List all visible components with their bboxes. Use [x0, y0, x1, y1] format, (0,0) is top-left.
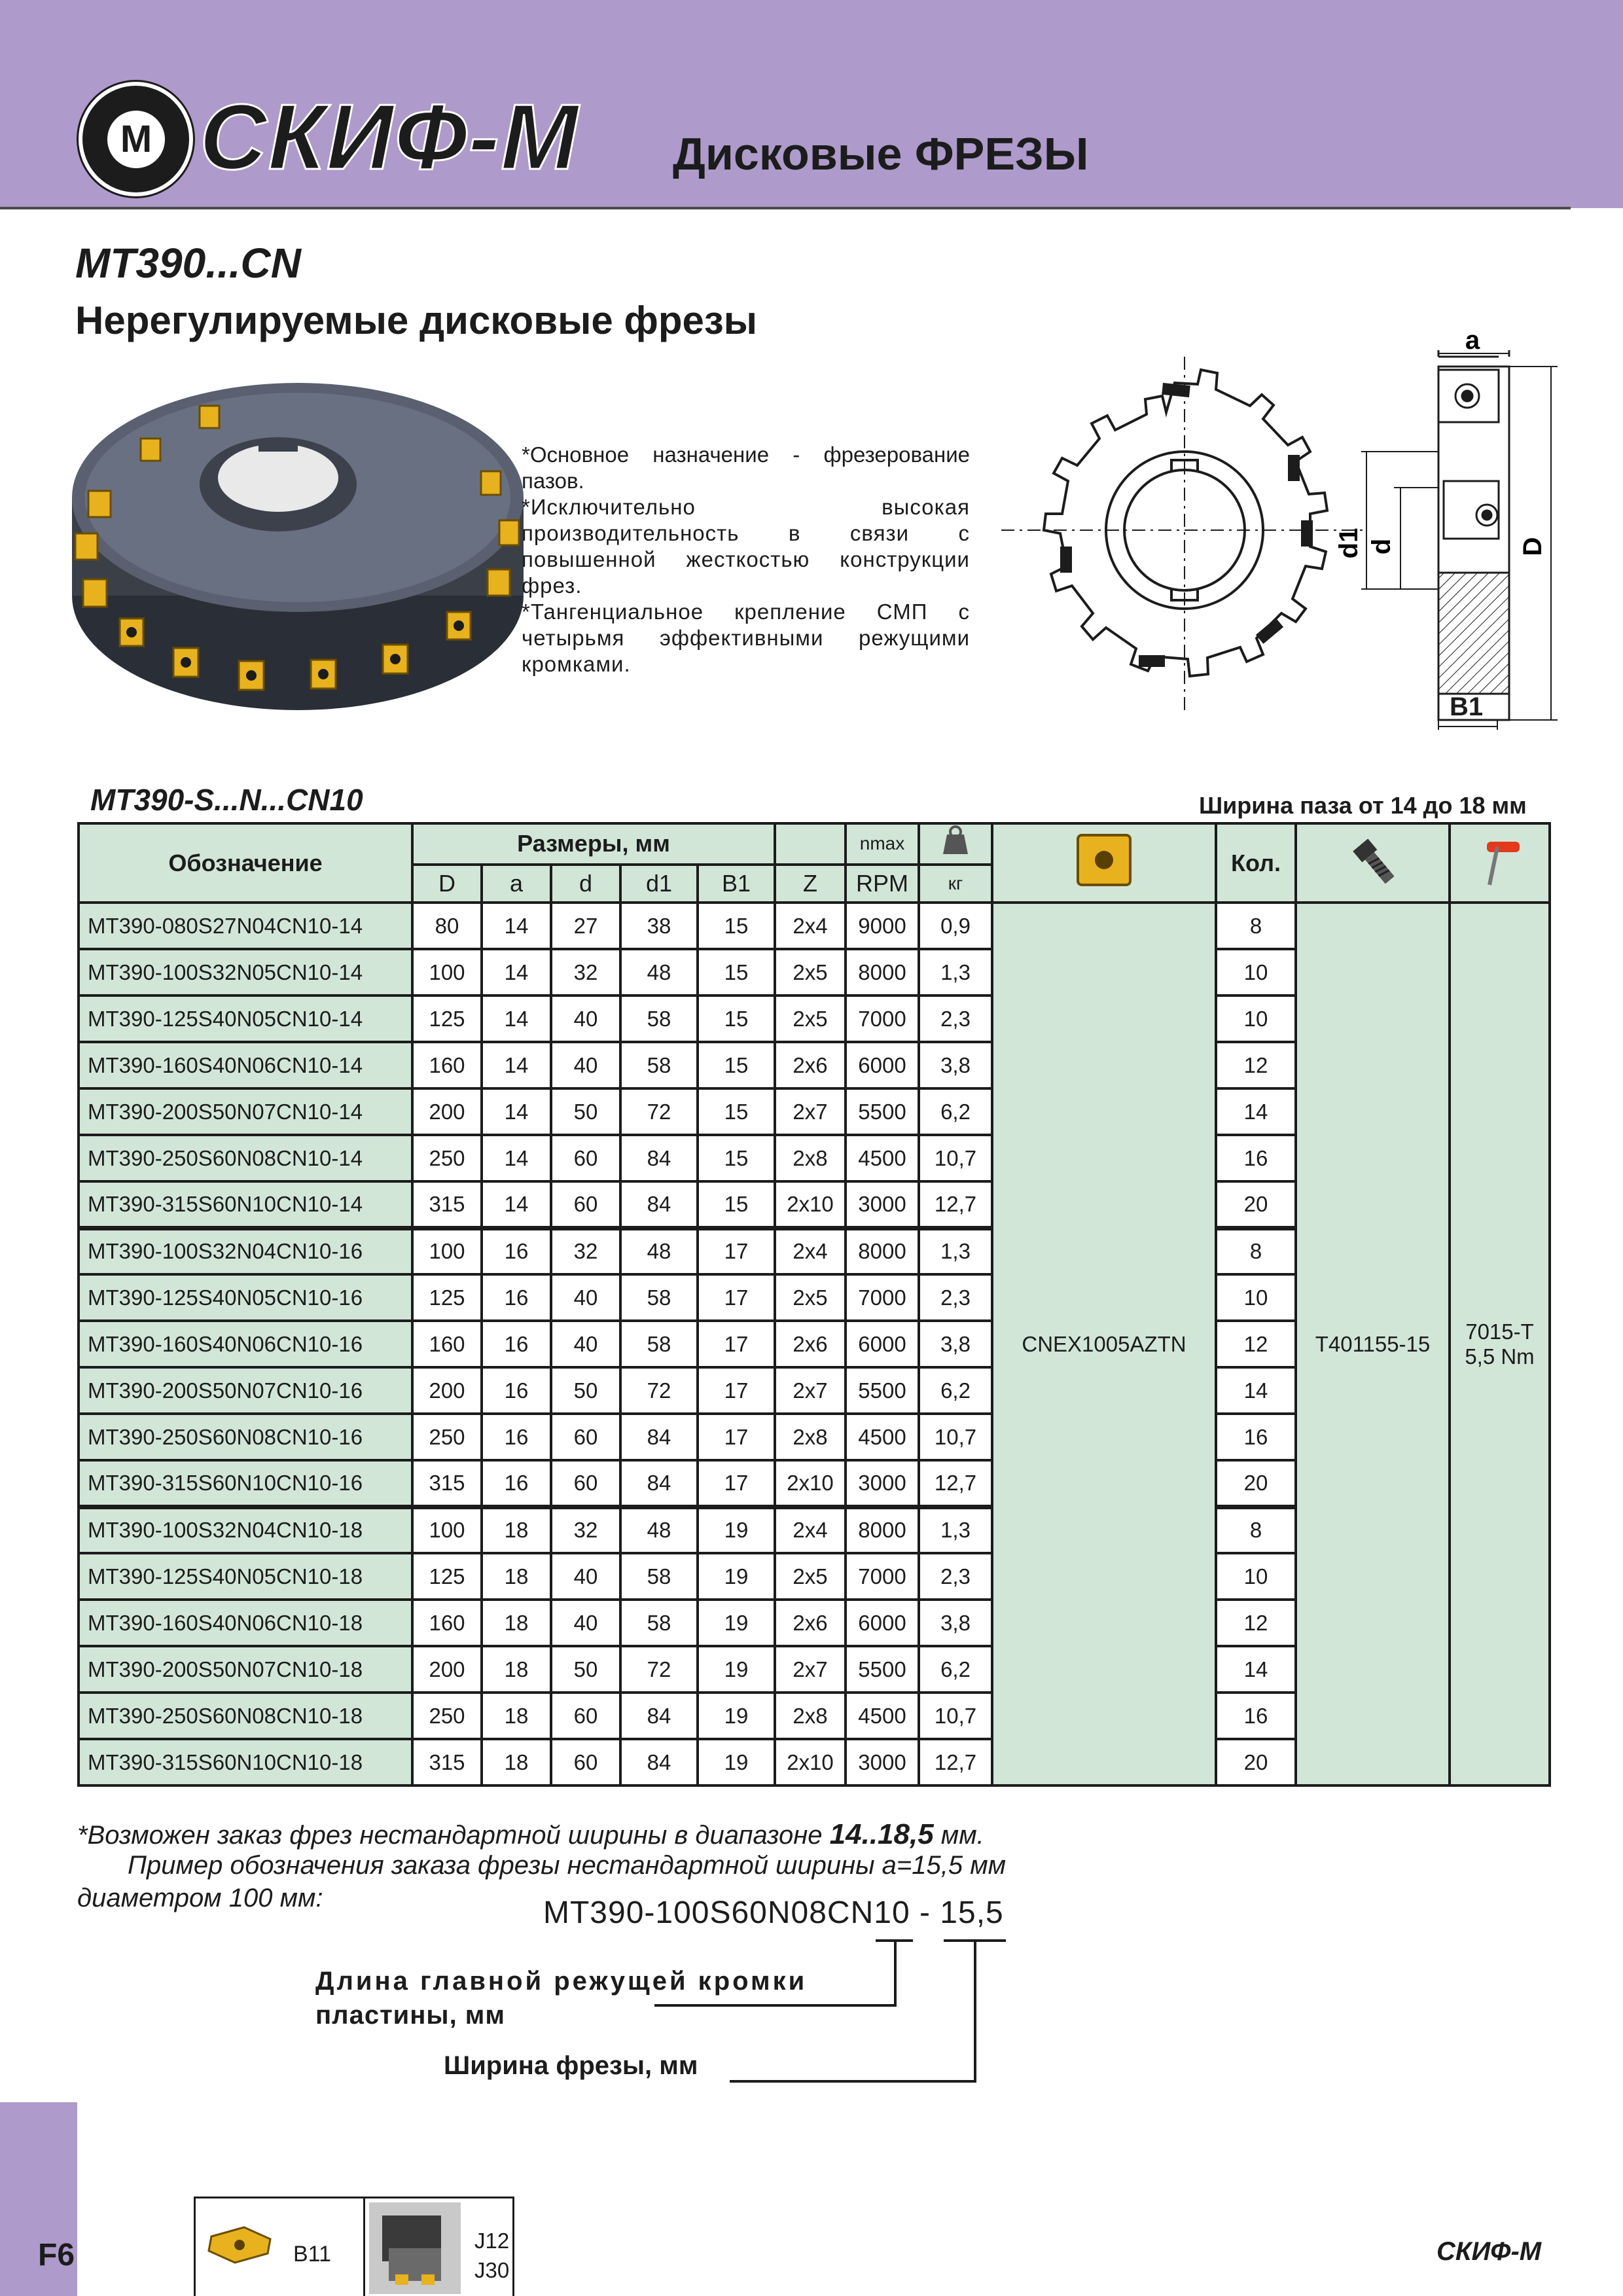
cell-Z: 2x7 [775, 1088, 846, 1135]
cell-D: 125 [412, 996, 482, 1042]
cell-weight: 6,2 [919, 1367, 992, 1414]
slot-width-note: Ширина паза от 14 до 18 мм [1199, 792, 1527, 819]
cell-rpm: 3000 [846, 1460, 919, 1507]
tool-thumbnail [369, 2202, 461, 2294]
cell-a: 18 [482, 1553, 551, 1600]
cell-key [1450, 903, 1550, 1785]
cell-d1: 84 [620, 1181, 698, 1228]
cell-qty: 12 [1216, 1042, 1296, 1088]
cell-rpm: 7000 [846, 1553, 919, 1600]
cell-a: 14 [482, 1088, 551, 1135]
spec-table-body [79, 903, 1550, 1785]
cell-designation: MT390-315S60N10CN10-14 [79, 1181, 412, 1228]
cell-a: 18 [482, 1600, 551, 1646]
cell-qty: 20 [1216, 1460, 1296, 1507]
cell-rpm: 8000 [846, 949, 919, 996]
cell-d1: 58 [620, 1042, 698, 1088]
cell-B1: 17 [698, 1460, 775, 1507]
cell-designation: MT390-100S32N04CN10-18 [79, 1507, 412, 1553]
cell-B1: 19 [698, 1739, 775, 1785]
cell-Z: 2x5 [775, 1553, 846, 1600]
cell-qty: 12 [1216, 1321, 1296, 1367]
label-B1: B1 [1450, 692, 1484, 721]
label-cutting-edge-line1: Длина главной режущей кромки [315, 1967, 808, 1996]
cutter-side-drawing [1334, 326, 1577, 730]
label-D: D [1518, 537, 1547, 556]
cell-designation: MT390-080S27N04CN10-14 [79, 903, 412, 949]
cutter-front-drawing [975, 357, 1374, 710]
cell-D: 200 [412, 1646, 482, 1693]
cell-a: 16 [482, 1321, 551, 1367]
insert-thumbnail [205, 2222, 277, 2268]
model-title: MT390...CN [75, 240, 301, 287]
cell-rpm: 5500 [846, 1367, 919, 1414]
cell-d: 60 [551, 1414, 620, 1460]
cell-d1: 72 [620, 1367, 698, 1414]
cell-a: 16 [482, 1414, 551, 1460]
cell-Z: 2x7 [775, 1646, 846, 1693]
header-dimensions: Размеры, мм [412, 823, 775, 865]
cell-B1: 19 [698, 1600, 775, 1646]
cell-d1: 58 [620, 1600, 698, 1646]
cell-rpm: 6000 [846, 1042, 919, 1088]
cell-a: 16 [482, 1274, 551, 1321]
cell-d: 40 [551, 996, 620, 1042]
cell-D: 250 [412, 1693, 482, 1739]
cell-D: 80 [412, 903, 482, 949]
cell-weight: 6,2 [919, 1646, 992, 1693]
cell-Z: 2x8 [775, 1135, 846, 1181]
cell-rpm: 4500 [846, 1135, 919, 1181]
spec-table [77, 822, 1551, 1787]
table-code: MT390-S...N...CN10 [90, 783, 363, 817]
cell-qty: 14 [1216, 1367, 1296, 1414]
cell-d1: 72 [620, 1088, 698, 1135]
key-code: 7015-T [1465, 1319, 1534, 1344]
cell-weight: 10,7 [919, 1693, 992, 1739]
cell-qty: 8 [1216, 1228, 1296, 1274]
cell-d: 40 [551, 1042, 620, 1088]
cell-qty: 12 [1216, 1600, 1296, 1646]
note-nonstandard [77, 1818, 984, 1851]
cell-designation: MT390-250S60N08CN10-14 [79, 1135, 412, 1181]
section-title: Дисковые ФРЕЗЫ [673, 128, 1089, 179]
cell-Z: 2x6 [775, 1042, 846, 1088]
cell-d1: 58 [620, 1553, 698, 1600]
cell-rpm: 3000 [846, 1739, 919, 1785]
cell-qty: 10 [1216, 949, 1296, 996]
cell-D: 125 [412, 1274, 482, 1321]
header-dim-B1: B1 [698, 865, 775, 903]
note-range: 14..18,5 [829, 1818, 934, 1850]
logo-emblem [79, 82, 193, 196]
table-row [79, 903, 1550, 949]
label-cutter-width: Ширина фрезы, мм [444, 2051, 698, 2080]
cell-B1: 15 [698, 1181, 775, 1228]
cell-D: 200 [412, 1088, 482, 1135]
cell-rpm: 4500 [846, 1693, 919, 1739]
cell-qty: 16 [1216, 1414, 1296, 1460]
cell-B1: 17 [698, 1367, 775, 1414]
note-suffix: мм. [933, 1821, 984, 1850]
cell-a: 14 [482, 1181, 551, 1228]
header-qty: Кол. [1216, 823, 1296, 903]
cell-weight: 0,9 [919, 903, 992, 949]
cell-weight: 1,3 [919, 949, 992, 996]
cell-rpm: 4500 [846, 1414, 919, 1460]
order-example: MT390-100S60N08CN10 - 15,5 [543, 1895, 1004, 1930]
logo-emblem-letter: М [107, 111, 165, 168]
cell-a: 18 [482, 1507, 551, 1553]
description-item: *Исключительно высокая производительность в связи с повышенной жесткостью конструкции фрез. [522, 495, 970, 598]
cell-d1: 84 [620, 1693, 698, 1739]
cell-d1: 84 [620, 1135, 698, 1181]
cell-designation: MT390-100S32N05CN10-14 [79, 949, 412, 996]
cell-d: 32 [551, 1507, 620, 1553]
page-number: F6 [38, 2238, 75, 2272]
cell-qty: 20 [1216, 1739, 1296, 1785]
cell-B1: 15 [698, 903, 775, 949]
cell-designation: MT390-125S40N05CN10-16 [79, 1274, 412, 1321]
cell-designation: MT390-315S60N10CN10-16 [79, 1460, 412, 1507]
cell-qty: 10 [1216, 1553, 1296, 1600]
cell-rpm: 9000 [846, 903, 919, 949]
cell-a: 18 [482, 1646, 551, 1693]
cell-a: 14 [482, 1135, 551, 1181]
cell-rpm: 5500 [846, 1646, 919, 1693]
cell-D: 160 [412, 1042, 482, 1088]
cell-designation: MT390-250S60N08CN10-18 [79, 1693, 412, 1739]
cell-rpm: 6000 [846, 1321, 919, 1367]
cell-d: 60 [551, 1135, 620, 1181]
header-dim-d1: d1 [620, 865, 698, 903]
cell-qty: 20 [1216, 1181, 1296, 1228]
cell-weight: 6,2 [919, 1088, 992, 1135]
header-blank [775, 823, 846, 865]
cell-B1: 15 [698, 1088, 775, 1135]
cell-weight: 10,7 [919, 1414, 992, 1460]
cell-d1: 48 [620, 1507, 698, 1553]
cell-B1: 19 [698, 1693, 775, 1739]
cell-d: 40 [551, 1321, 620, 1367]
cell-D: 315 [412, 1181, 482, 1228]
cell-D: 100 [412, 1507, 482, 1553]
cell-B1: 17 [698, 1228, 775, 1274]
cell-designation: MT390-250S60N08CN10-16 [79, 1414, 412, 1460]
cell-d: 32 [551, 949, 620, 996]
cell-d: 50 [551, 1367, 620, 1414]
cell-d1: 58 [620, 996, 698, 1042]
cell-designation: MT390-160S40N06CN10-18 [79, 1600, 412, 1646]
cell-weight: 12,7 [919, 1460, 992, 1507]
footer-ref-j12: J12 [474, 2229, 510, 2253]
cell-weight: 1,3 [919, 1228, 992, 1274]
cell-designation: MT390-160S40N06CN10-16 [79, 1321, 412, 1367]
cell-d: 32 [551, 1228, 620, 1274]
key-torque: 5,5 Nm [1465, 1344, 1535, 1369]
cell-weight: 3,8 [919, 1321, 992, 1367]
cell-designation: MT390-125S40N05CN10-14 [79, 996, 412, 1042]
cell-weight: 2,3 [919, 996, 992, 1042]
header-nmax: nmax [846, 823, 919, 865]
header-dim-d: d [551, 865, 620, 903]
footer-brand: СКИФ-М [1436, 2237, 1542, 2266]
cell-B1: 17 [698, 1274, 775, 1321]
cell-rpm: 7000 [846, 1274, 919, 1321]
label-a: a [1465, 326, 1480, 355]
label-d: d [1367, 538, 1396, 555]
cell-weight: 3,8 [919, 1600, 992, 1646]
cell-Z: 2x4 [775, 1228, 846, 1274]
cell-a: 14 [482, 903, 551, 949]
cell-weight: 2,3 [919, 1274, 992, 1321]
header-dim-D: D [412, 865, 482, 903]
product-photo [62, 380, 527, 720]
cell-a: 16 [482, 1228, 551, 1274]
cell-a: 14 [482, 949, 551, 996]
cell-d: 60 [551, 1460, 620, 1507]
header-dim-a: a [482, 865, 551, 903]
label-cutting-edge-line2: пластины, мм [315, 2001, 505, 2030]
cell-B1: 19 [698, 1646, 775, 1693]
screw-icon [1296, 823, 1450, 903]
cell-qty: 8 [1216, 903, 1296, 949]
cell-d: 50 [551, 1646, 620, 1693]
cell-rpm: 6000 [846, 1600, 919, 1646]
cell-D: 315 [412, 1739, 482, 1785]
cell-d: 50 [551, 1088, 620, 1135]
cell-B1: 15 [698, 1042, 775, 1088]
cell-d1: 38 [620, 903, 698, 949]
cell-insert: CNEX1005AZTN [992, 903, 1216, 1785]
cell-B1: 17 [698, 1414, 775, 1460]
cell-Z: 2x4 [775, 1507, 846, 1553]
description-item: *Основное назначение - фрезерование пазов. [522, 442, 970, 493]
label-cutting-edge [315, 1964, 807, 2032]
cell-d: 27 [551, 903, 620, 949]
description-item: *Тангенциальное крепление СМП с четырьмя эффективными режущими кромками. [522, 600, 970, 676]
cell-D: 125 [412, 1553, 482, 1600]
cell-weight: 3,8 [919, 1042, 992, 1088]
cell-weight: 1,3 [919, 1507, 992, 1553]
header-rpm: RPM [846, 865, 919, 903]
cell-D: 200 [412, 1367, 482, 1414]
cell-qty: 16 [1216, 1135, 1296, 1181]
cell-D: 250 [412, 1135, 482, 1181]
cell-d1: 58 [620, 1274, 698, 1321]
label-d1: d1 [1334, 528, 1363, 559]
cell-d: 40 [551, 1553, 620, 1600]
cell-a: 16 [482, 1460, 551, 1507]
cell-d: 60 [551, 1181, 620, 1228]
cell-B1: 19 [698, 1553, 775, 1600]
cell-D: 160 [412, 1321, 482, 1367]
cell-designation: MT390-100S32N04CN10-16 [79, 1228, 412, 1274]
cell-D: 160 [412, 1600, 482, 1646]
cell-d1: 84 [620, 1460, 698, 1507]
cell-d1: 72 [620, 1646, 698, 1693]
cell-rpm: 7000 [846, 996, 919, 1042]
cell-designation: MT390-160S40N06CN10-14 [79, 1042, 412, 1088]
cell-Z: 2x6 [775, 1321, 846, 1367]
cell-d1: 84 [620, 1739, 698, 1785]
brand-logo [79, 82, 602, 196]
cell-B1: 19 [698, 1507, 775, 1553]
cell-B1: 15 [698, 1135, 775, 1181]
cell-rpm: 8000 [846, 1507, 919, 1553]
cell-a: 18 [482, 1693, 551, 1739]
header-designation: Обозначение [79, 823, 412, 903]
cell-Z: 2x10 [775, 1739, 846, 1785]
cell-d1: 84 [620, 1414, 698, 1460]
cell-qty: 16 [1216, 1693, 1296, 1739]
cell-d1: 58 [620, 1321, 698, 1367]
cell-weight: 2,3 [919, 1553, 992, 1600]
note-example-diameter: диаметром 100 мм: [77, 1884, 323, 1912]
cell-designation: MT390-200S50N07CN10-14 [79, 1088, 412, 1135]
header-weight-unit: кг [919, 865, 992, 903]
header-rule [0, 207, 1571, 209]
cell-d1: 48 [620, 949, 698, 996]
cell-a: 16 [482, 1367, 551, 1414]
cell-qty: 10 [1216, 1274, 1296, 1321]
cell-B1: 15 [698, 949, 775, 996]
cell-D: 100 [412, 949, 482, 996]
cell-qty: 14 [1216, 1088, 1296, 1135]
cell-weight: 12,7 [919, 1739, 992, 1785]
footer-ref-box-insert [194, 2197, 365, 2296]
cell-designation: MT390-200S50N07CN10-16 [79, 1367, 412, 1414]
cell-a: 14 [482, 1042, 551, 1088]
cell-qty: 10 [1216, 996, 1296, 1042]
cell-B1: 17 [698, 1321, 775, 1367]
note-example-intro: Пример обозначения заказа фрезы нестандартной ширины a=15,5 мм [128, 1851, 1007, 1880]
weight-icon [919, 823, 992, 865]
cell-designation: MT390-200S50N07CN10-18 [79, 1646, 412, 1693]
cell-Z: 2x10 [775, 1460, 846, 1507]
logo-text: СКИФ-М [200, 85, 580, 189]
cell-rpm: 8000 [846, 1228, 919, 1274]
cell-designation: MT390-125S40N05CN10-18 [79, 1553, 412, 1600]
cell-Z: 2x5 [775, 949, 846, 996]
cell-rpm: 3000 [846, 1181, 919, 1228]
cell-Z: 2x8 [775, 1414, 846, 1460]
cell-qty: 14 [1216, 1646, 1296, 1693]
cell-d1: 48 [620, 1228, 698, 1274]
cell-rpm: 5500 [846, 1088, 919, 1135]
cell-designation: MT390-315S60N10CN10-18 [79, 1739, 412, 1785]
cell-Z: 2x7 [775, 1367, 846, 1414]
cell-d: 40 [551, 1600, 620, 1646]
cell-Z: 2x4 [775, 903, 846, 949]
cell-weight: 10,7 [919, 1135, 992, 1181]
cell-a: 14 [482, 996, 551, 1042]
key-icon [1450, 823, 1550, 903]
insert-icon [992, 823, 1216, 903]
footer-ref-j30: J30 [474, 2258, 510, 2282]
cell-Z: 2x10 [775, 1181, 846, 1228]
footer-ref-b11: B11 [293, 2242, 331, 2267]
cell-Z: 2x5 [775, 1274, 846, 1321]
cell-weight: 12,7 [919, 1181, 992, 1228]
cell-Z: 2x5 [775, 996, 846, 1042]
model-subtitle: Нерегулируемые дисковые фрезы [75, 298, 757, 342]
cell-screw: T401155-15 [1296, 903, 1450, 1785]
cell-d: 60 [551, 1693, 620, 1739]
cell-D: 315 [412, 1460, 482, 1507]
cell-Z: 2x6 [775, 1600, 846, 1646]
cell-d: 60 [551, 1739, 620, 1785]
cell-B1: 15 [698, 996, 775, 1042]
header-dim-Z: Z [775, 865, 846, 903]
description [522, 442, 970, 677]
cell-Z: 2x8 [775, 1693, 846, 1739]
note-prefix: *Возможен заказ фрез нестандартной ширины в диапазоне [77, 1821, 830, 1850]
cell-d: 40 [551, 1274, 620, 1321]
cell-D: 250 [412, 1414, 482, 1460]
cell-D: 100 [412, 1228, 482, 1274]
cell-a: 18 [482, 1739, 551, 1785]
cell-qty: 8 [1216, 1507, 1296, 1553]
